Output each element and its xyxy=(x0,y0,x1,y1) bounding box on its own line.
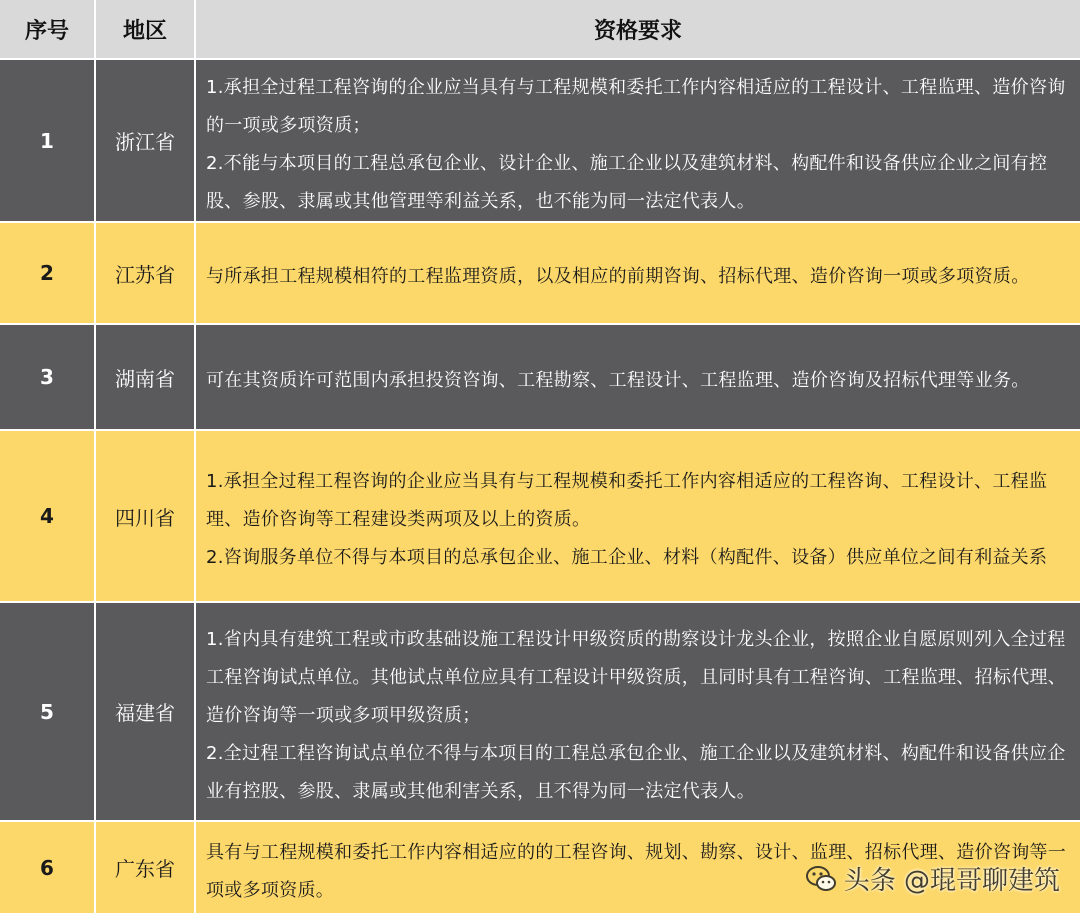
row-requirements xyxy=(196,223,1080,325)
header-num: 序号 xyxy=(0,0,96,60)
row-number: 4 xyxy=(0,431,96,603)
row-region: 福建省 xyxy=(96,603,196,822)
header-region: 地区 xyxy=(96,0,196,60)
row-requirements xyxy=(196,431,1080,603)
requirement-text: 具有与工程规模和委托工作内容相适应的的工程咨询、规划、勘察、设计、监理、招标代理、造价咨询等一项或多项资质。 xyxy=(206,841,1067,901)
row-requirements xyxy=(196,60,1080,223)
row-number: 5 xyxy=(0,603,96,822)
requirement-text: 与所承担工程规模相符的工程监理资质，以及相应的前期咨询、招标代理、造价咨询一项或多项资质。 xyxy=(206,266,1030,287)
row-number: 1 xyxy=(0,60,96,223)
row-number: 3 xyxy=(0,325,96,431)
row-requirements xyxy=(196,603,1080,822)
row-number: 2 xyxy=(0,223,96,325)
watermark xyxy=(804,860,1060,897)
row-region: 四川省 xyxy=(96,431,196,603)
requirement-text: 2.全过程工程咨询试点单位不得与本项目的工程总承包企业、施工企业以及建筑材料、构配件和设备供应企业有控股、参股、隶属或其他利害关系，且不得为同一法定代表人。 xyxy=(206,742,1066,802)
row-region: 湖南省 xyxy=(96,325,196,431)
requirement-text: 2.咨询服务单位不得与本项目的总承包企业、施工企业、材料（构配件、设备）供应单位之间有利益关系 xyxy=(206,547,1048,568)
requirement-text: 1.省内具有建筑工程或市政基础设施工程设计甲级资质的勘察设计龙头企业，按照企业自愿原则列入全过程工程咨询试点单位。其他试点单位应具有工程设计甲级资质，且同时具有工程咨询、工程监理、招标代理、造价咨询等一项或多项甲级资质； xyxy=(206,628,1067,726)
row-region: 江苏省 xyxy=(96,223,196,325)
requirement-text: 2.不能与本项目的工程总承包企业、设计企业、施工企业以及建筑材料、构配件和设备供应企业之间有控股、参股、隶属或其他管理等利益关系，也不能为同一法定代表人。 xyxy=(206,152,1048,212)
requirement-text: 1.承担全过程工程咨询的企业应当具有与工程规模和委托工作内容相适应的工程咨询、工程设计、工程监理、造价咨询等工程建设类两项及以上的资质。 xyxy=(206,471,1048,530)
row-number: 6 xyxy=(0,822,96,915)
requirement-text: 可在其资质许可范围内承担投资咨询、工程勘察、工程设计、工程监理、造价咨询及招标代理等业务。 xyxy=(206,370,1030,391)
header-requirements: 资格要求 xyxy=(196,0,1080,60)
row-region: 浙江省 xyxy=(96,60,196,223)
row-requirements xyxy=(196,325,1080,431)
row-region: 广东省 xyxy=(96,822,196,915)
watermark-text: 头条 @琨哥聊建筑 xyxy=(843,866,1060,896)
wechat-logo-icon xyxy=(804,862,838,896)
requirement-text: 1.承担全过程工程咨询的企业应当具有与工程规模和委托工作内容相适应的工程设计、工程监理、造价咨询的一项或多项资质； xyxy=(206,76,1066,136)
